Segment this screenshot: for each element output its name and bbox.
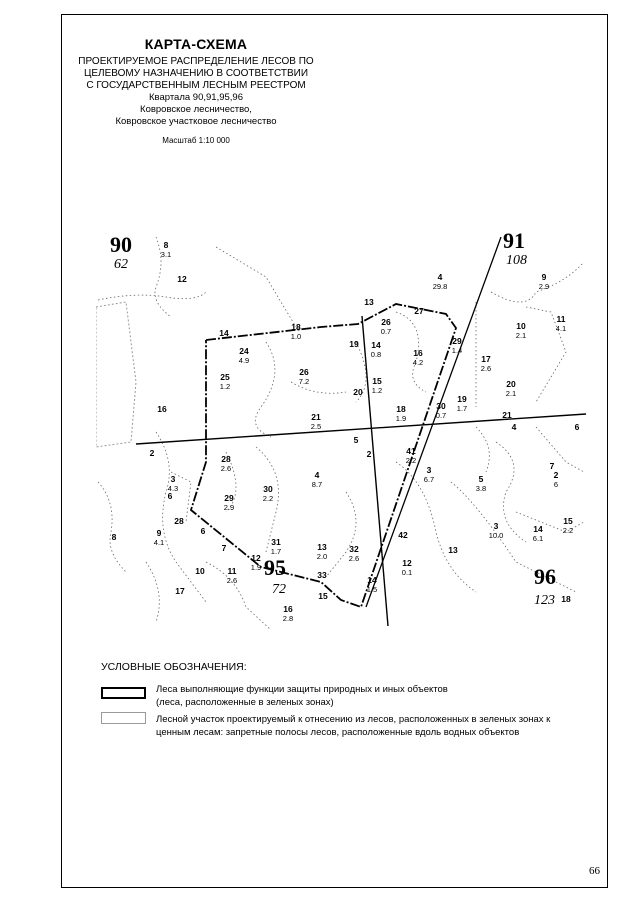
map-subtitle-line-1: ПРОЕКТИРУЕМОЕ РАСПРЕДЕЛЕНИЕ ЛЕСОВ ПО bbox=[78, 56, 314, 67]
forestry-label: Ковровское лесничество, bbox=[140, 104, 252, 115]
plot-area: 2.8 bbox=[282, 614, 294, 623]
plot-area: 2.5 bbox=[310, 422, 322, 431]
plot-area: 1.9 bbox=[395, 414, 407, 423]
plot-number: 31 bbox=[271, 537, 281, 547]
legend-item-line: (леса, расположенные в зеленых зонах) bbox=[156, 697, 334, 708]
plot-area: 3.8 bbox=[475, 484, 487, 493]
plot-boundary bbox=[491, 262, 584, 302]
plot-number: 32 bbox=[349, 544, 359, 554]
plot-number: 24 bbox=[239, 346, 249, 356]
quarter-number: 91 bbox=[503, 232, 525, 253]
legend-item-projected-plot bbox=[156, 713, 596, 739]
plot-number: 2 bbox=[149, 448, 155, 458]
plot-area: 7.2 bbox=[298, 377, 310, 386]
plot-area: 0.8 bbox=[370, 350, 382, 359]
plot-area: 2.0 bbox=[316, 552, 328, 561]
plot-number: 25 bbox=[220, 372, 230, 382]
plot-number: 42 bbox=[398, 530, 408, 540]
plot-number: 12 bbox=[177, 274, 187, 284]
plot-boundary bbox=[216, 247, 296, 327]
plot-number: 7 bbox=[549, 461, 555, 471]
plot-number: 6 bbox=[574, 422, 580, 432]
plot-area: 4.2 bbox=[412, 358, 424, 367]
quarter-boundary-lines bbox=[136, 316, 586, 626]
plot-number: 2 bbox=[366, 449, 372, 459]
plot-area: 0.1 bbox=[401, 568, 413, 577]
plot-number: 6 bbox=[167, 491, 173, 501]
plot-number: 29 bbox=[224, 493, 234, 503]
plot-area: 2.2 bbox=[562, 526, 574, 535]
plot-area: 1.4 bbox=[451, 346, 463, 355]
plot-labels bbox=[112, 240, 580, 623]
quarter-area: 72 bbox=[272, 582, 286, 597]
plot-area: 0.7 bbox=[380, 327, 392, 336]
plot-number: 13 bbox=[317, 542, 327, 552]
plot-number: 20 bbox=[353, 387, 363, 397]
plot-boundary bbox=[451, 482, 576, 592]
plot-boundary bbox=[516, 512, 584, 532]
quarter-area: 123 bbox=[534, 593, 555, 608]
plot-number: 28 bbox=[174, 516, 184, 526]
plot-number: 15 bbox=[563, 516, 573, 526]
plot-number: 8 bbox=[111, 532, 117, 542]
legend-item-line: Лесной участок проектируемый к отнесению из лесов, расположенных в зеленых зонах к bbox=[156, 714, 551, 725]
plot-number: 3 bbox=[426, 465, 432, 475]
plot-number: 21 bbox=[502, 410, 512, 420]
plot-area: 1.5 bbox=[366, 585, 378, 594]
plot-area: 2.2 bbox=[262, 494, 274, 503]
plot-area: 4.1 bbox=[555, 324, 567, 333]
plot-number: 5 bbox=[353, 435, 359, 445]
plot-area: 8.7 bbox=[311, 480, 323, 489]
plot-area: 4.3 bbox=[167, 484, 179, 493]
plot-number: 26 bbox=[381, 317, 391, 327]
plot-number: 4 bbox=[314, 470, 320, 480]
quarters-label: Квартала 90,91,95,96 bbox=[148, 92, 243, 103]
plot-area: 1.7 bbox=[456, 404, 468, 413]
plot-boundary bbox=[536, 427, 584, 472]
plot-number: 5 bbox=[478, 474, 484, 484]
plot-area: 6 bbox=[553, 480, 559, 489]
plot-number: 29 bbox=[452, 336, 462, 346]
plot-number: 41 bbox=[406, 446, 416, 456]
plot-boundary bbox=[476, 427, 489, 472]
plot-number: 3 bbox=[493, 521, 499, 531]
plot-area: 4.9 bbox=[238, 356, 250, 365]
plot-number: 15 bbox=[372, 376, 382, 386]
plot-number: 11 bbox=[556, 314, 566, 324]
plot-area: 6.7 bbox=[423, 475, 435, 484]
plot-number: 10 bbox=[516, 321, 526, 331]
page-number: 66 bbox=[589, 865, 600, 877]
white-block-left bbox=[96, 302, 136, 447]
plot-number: 14 bbox=[371, 340, 381, 350]
plot-number: 18 bbox=[561, 594, 571, 604]
legend-item-protective-forest bbox=[156, 683, 556, 709]
plot-number: 13 bbox=[448, 545, 458, 555]
plot-number: 17 bbox=[175, 586, 185, 596]
plot-area: 6.1 bbox=[532, 534, 544, 543]
plot-number: 27 bbox=[414, 306, 424, 316]
plot-number: 18 bbox=[396, 404, 406, 414]
plot-number: 30 bbox=[263, 484, 273, 494]
plot-number: 13 bbox=[364, 297, 374, 307]
plot-number: 19 bbox=[457, 394, 467, 404]
plot-number: 16 bbox=[157, 404, 167, 414]
title-block bbox=[61, 36, 331, 145]
plot-number: 9 bbox=[541, 272, 547, 282]
plot-number: 12 bbox=[251, 553, 261, 563]
plot-number: 16 bbox=[283, 604, 293, 614]
plot-number: 11 bbox=[227, 566, 237, 576]
plot-area: 2.6 bbox=[480, 364, 492, 373]
plot-number: 6 bbox=[200, 526, 206, 536]
plot-number: 7 bbox=[221, 543, 227, 553]
plot-area: 1.7 bbox=[270, 547, 282, 556]
plot-number: 20 bbox=[506, 379, 516, 389]
plot-number: 8 bbox=[163, 240, 169, 250]
plot-boundary bbox=[98, 292, 206, 300]
plot-number: 19 bbox=[349, 339, 359, 349]
plot-area: 1.9 bbox=[250, 563, 262, 572]
plot-area: 1.2 bbox=[219, 382, 231, 391]
quarter-number: 96 bbox=[534, 564, 556, 589]
map-subtitle-line-2: ЦЕЛЕВОМУ НАЗНАЧЕНИЮ В СООТВЕТСТВИИ bbox=[83, 68, 309, 79]
plot-number: 3 bbox=[170, 474, 176, 484]
plot-area: 2.6 bbox=[226, 576, 238, 585]
plot-number: 17 bbox=[481, 354, 491, 364]
plot-number: 9 bbox=[156, 528, 162, 538]
plot-number: 16 bbox=[413, 348, 423, 358]
plot-boundary bbox=[493, 442, 526, 542]
plot-boundary bbox=[98, 482, 126, 572]
plot-area: 1.2 bbox=[371, 386, 383, 395]
plot-number: 33 bbox=[317, 570, 327, 580]
quarter-area: 62 bbox=[114, 257, 128, 272]
plot-number: 21 bbox=[311, 412, 321, 422]
plot-area: 3.1 bbox=[160, 250, 172, 259]
map-title: КАРТА-СХЕМА bbox=[144, 36, 248, 52]
plot-area: 4.1 bbox=[153, 538, 165, 547]
plot-number: 30 bbox=[436, 401, 446, 411]
plot-area: 10.0 bbox=[488, 531, 504, 540]
plot-number: 15 bbox=[318, 591, 328, 601]
map-subtitle-line-3: С ГОСУДАРСТВЕННЫМ ЛЕСНЫМ РЕЕСТРОМ bbox=[86, 80, 306, 91]
legend-title: УСЛОВНЫЕ ОБОЗНАЧЕНИЯ: bbox=[101, 661, 247, 673]
plot-area: 2.1 bbox=[515, 331, 527, 340]
plot-area: 2.2 bbox=[405, 456, 417, 465]
plot-number: 12 bbox=[402, 558, 412, 568]
plot-number: 18 bbox=[291, 322, 301, 332]
plot-number: 26 bbox=[299, 367, 309, 377]
plot-area: 0.7 bbox=[435, 411, 447, 420]
plot-area: 1.0 bbox=[290, 332, 302, 341]
plot-area: 2.9 bbox=[223, 503, 235, 512]
plot-number: 10 bbox=[195, 566, 205, 576]
quarter-area: 108 bbox=[506, 253, 527, 268]
district-forestry-label: Ковровское участковое лесничество bbox=[115, 116, 277, 127]
plot-boundary bbox=[146, 562, 159, 622]
legend-swatch-projected-plot bbox=[101, 712, 146, 724]
plot-number: 14 bbox=[533, 524, 543, 534]
plot-number: 28 bbox=[221, 454, 231, 464]
scale-label: Масштаб 1:10 000 bbox=[162, 136, 230, 145]
plot-number: 4 bbox=[437, 272, 443, 282]
plot-area: 2.6 bbox=[220, 464, 232, 473]
legend-swatch-protective-forest bbox=[101, 687, 146, 699]
quarter-number: 90 bbox=[110, 232, 132, 257]
legend-item-line: ценным лесам: запретные полосы лесов, расположенные вдоль водных объектов bbox=[156, 727, 520, 738]
forest-plot-map bbox=[96, 232, 586, 630]
protection-zone-diagonal bbox=[366, 237, 501, 607]
plot-boundary bbox=[206, 562, 271, 630]
plot-boundaries-dotted bbox=[98, 237, 584, 630]
plot-boundary bbox=[255, 342, 275, 437]
plot-number: 14 bbox=[367, 575, 377, 585]
plot-boundary bbox=[326, 492, 356, 577]
quarter-number: 95 bbox=[264, 555, 286, 580]
plot-number: 14 bbox=[219, 328, 229, 338]
plot-area: 2.9 bbox=[538, 282, 550, 291]
quarter-boundary-horizontal bbox=[136, 414, 586, 444]
plot-area: 2.6 bbox=[348, 554, 360, 563]
legend-item-line: Леса выполняющие функции защиты природных и иных объектов bbox=[156, 684, 448, 695]
plot-number: 4 bbox=[511, 422, 517, 432]
plot-area: 29.8 bbox=[432, 282, 448, 291]
plot-area: 2.1 bbox=[505, 389, 517, 398]
plot-number: 2 bbox=[553, 470, 559, 480]
